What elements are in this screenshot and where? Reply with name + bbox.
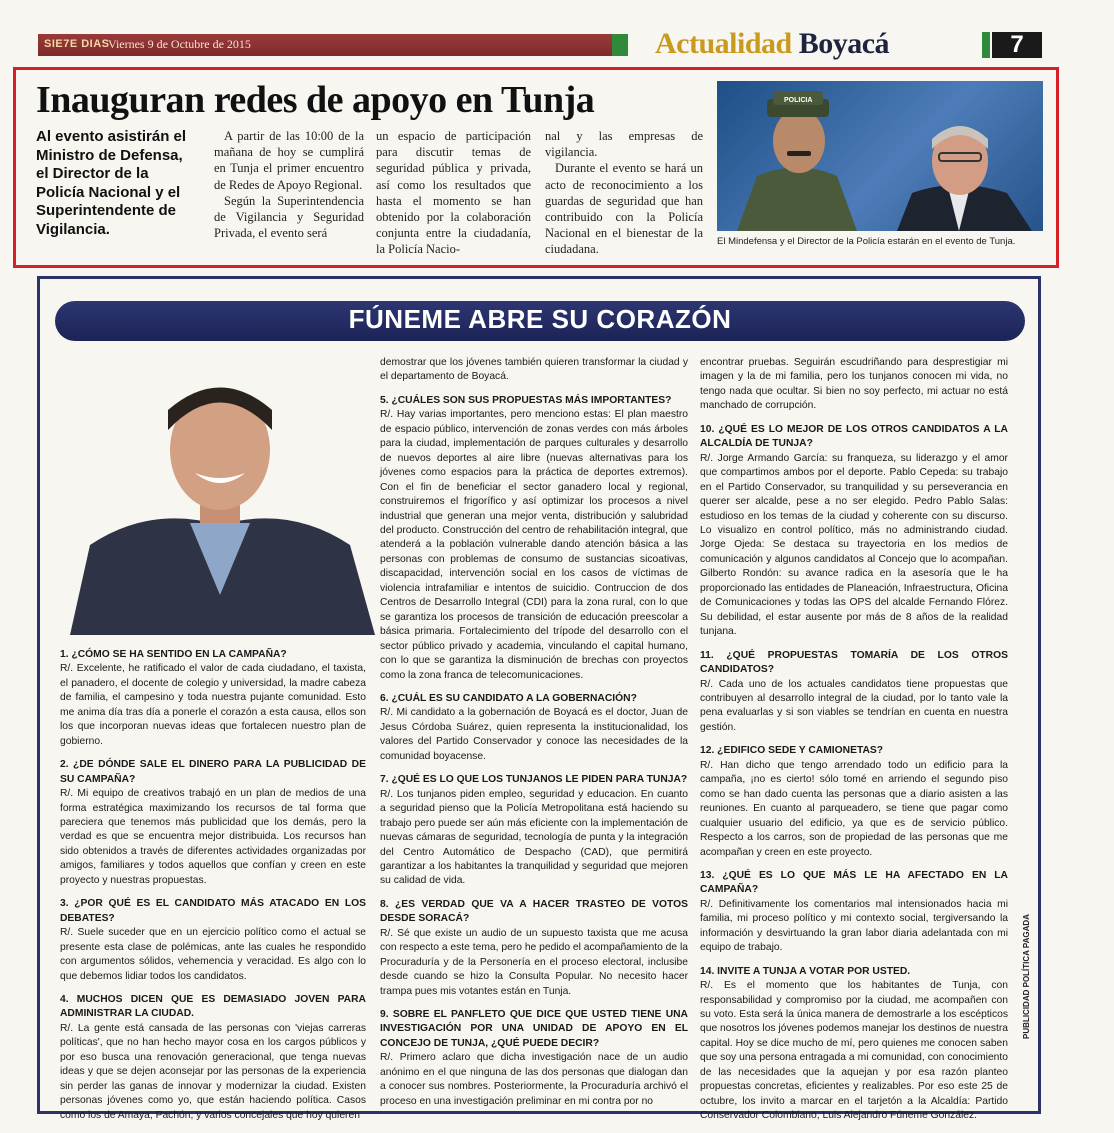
answer: R/. Es el momento que los habitantes de Tunja, con responsabilidad y compromiso por la ciudad, me acompañen con su voto. Esta será la única manera de demostrarle a los escépticos que nosotros los jóvenes podemos manejar los destinos de nuestra capital. Hoy se dice mucho de mí, pero quienes me conocen saben que soy una persona entragada a mi comunidad, con conocimiento de las necesidades que la aquejan y por esa razón planteo propuestas concretas, eficientes y realizables. Por eso este 25 de octubre, los invito a marcar en el tarjetón a la Alcaldía: Partido Conservador Colombiano, Luis Alejandro Fúneme González. [700,980,1008,1122]
question: 6. ¿CUÁL ES SU CANDIDATO A LA GOBERNACIÓN? [380,692,637,704]
question: 12. ¿EDIFICO SEDE Y CAMIONETAS? [700,745,884,757]
question: 8. ¿ES VERDAD QUE VA A HACER TRASTEO DE VOTOS DESDE SORACÁ? [380,898,688,925]
article-column-2 [376,128,531,258]
question: 13. ¿QUÉ ES LO QUE MÁS LE HA AFECTADO EN LA CAMPAÑA? [700,869,1008,896]
qa-column-2 [380,356,688,1109]
answer: R/. Mi candidato a la gobernación de Boyacá es el doctor, Juan de Jesus Córdoba Suárez, quien representa la institucionalidad, los valores del Partido Conservador y conoce las necesidades de la comunidad boyacense. [380,707,688,762]
section-title-part1: Actualidad [655,27,792,60]
answer: R/. Excelente, he ratificado el valor de cada ciudadano, el taxista, el panadero, el docente de colegio y universidad, la madre cabeza de familia, el campesino y toda nuestra pujante comunidad. Esto me anima día tras día a ponerle el corazón a esta causa, ellos son los que incorporan nuevas ideas que fortalecen nuestro plan de gobierno. [60,663,366,747]
answer: R/. Hay varias importantes, pero menciono estas: El plan maestro de espacio público, intervención de zonas verdes con más árboles para la ciudad, implementación de parques culturales y desarrollo de nuevos deportes al aire libre (nuevas alternativas para los jóvenes como espacios para la práctica de deportes extremos). Con el fin de beneficiar el sector ganadero local y regional, construiremos el frigorífico y así optimizar los procesos a nivel industrial que generan una mejor venta, distribución y salubridad del producto. Construcción del centro de rehabilitación integral, que atenderá a la población vulnerable dando atención básica a las personas con problemas de consumo de sustancias sicoativas, discapacidad, intervención social en los casos de víctimas de violencia intrafamiliar e intentos de suicidio. Contruccion de dos Centros de Desarrollo Integral (CDI) para la zona rural, con lo que se garantiza los procesos de transición de educación preescolar a básica primaria. Fortalecimiento del trípode del desarrollo con el sector público privado y academia, vinculando el capital humano, con lo que se garantiza la disminución de brechas con proyectos como la zona franca de telecomunicaciones. [380,409,688,681]
answer: encontrar pruebas. Seguirán escudriñando para desprestigiar mi imagen y la de mi familia, pero los tunjanos conocen mi vida, no tengo nada que ocultar. Si bien no soy perfecto, mi actuar no está manchado de corrupción. [700,357,1008,412]
paid-ad-text: PUBLICIDAD POLÍTICA PAGADA [1021,914,1031,1039]
officials-photo-illustration [717,81,1043,231]
section-title-part2: Boyacá [798,27,890,60]
question: 1. ¿CÓMO SE HA SENTIDO EN LA CAMPAÑA? [60,649,287,660]
cap-text: POLICIA [784,97,813,104]
article-paragraph: Según la Superintendencia de Vigilancia y Seguridad Privada, el evento será [214,193,364,241]
photo-caption: El Mindefensa y el Director de la Policía estarán en el evento de Tunja. [717,236,1016,247]
candidate-photo [60,355,380,635]
answer: R/. Jorge Armando García: su franqueza, su liderazgo y el amor que compartimos ambos por el deporte. Pablo Cepeda: su trabajo en el Partido Conservador, su tranquilidad y su perseverancia en querer ser alcalde, pese a no ser elegido. Pedro Pablo Salas: estudioso en los temas de la ciudad y coherente con su discurso. Lo visualizo en control político, más no administrando ciudad. Jorge Ojeda: Se destaca su trayectoria en los medios de comunicación y algunos candidatos al Concejo que lo acompañan. Gilberto Rondón: su avance radica en la asesoría que le ha proporcionado las entidades de Planeación, Infraestructura, Oficina de Comunicaciones y todas las OPS del alcalde Fernando Flórez. Su debilidad, el estar ausente por más de 8 años de la realidad tunjana. [700,452,1008,638]
section-title [655,27,889,61]
issue-date: Viernes 9 de Octubre de 2015 [108,37,251,51]
page-number-accent [982,32,990,58]
article-paragraph: nal y las empresas de vigilancia. [545,129,703,160]
article-photo [717,81,1043,231]
answer: R/. Han dicho que tengo arrendado todo un edificio para la campaña, ¡no es cierto! sólo tomé en arriendo el segundo piso como se han dado cuenta las personas que a diario asisten a las reuniones. En cuanto al parqueadero, se tiene que pagar como cualquier usuario del edificio, ya que es de servicio público. Respecto a los carros, son de propiedad de las personas que me acompañan y creen en este proyecto. [700,759,1008,858]
question: 10. ¿QUÉ ES LO MEJOR DE LOS OTROS CANDIDATOS A LA ALCALDÍA DE TUNJA? [700,423,1008,450]
question: 14. INVITE A TUNJA A VOTAR POR USTED. [700,965,911,977]
answer: R/. Definitivamente los comentarios mal intensionados hacia mi familia, mi proceso político y mi contexto social, tergiversando la información y desvirtuando la gran labor diaria adelantada con mi equipo de trabajo. [700,898,1008,954]
article-lead: Al evento asistirán el Ministro de Defensa, el Director de la Policía Nacional y el Superintendente de Vigilancia. [36,128,187,238]
candidate-portrait-illustration [60,355,380,635]
answer: R/. La gente está cansada de las personas con 'viejas carreras políticas', que no han hecho mayor cosa en los cargos públicos y por eso busca una renovación generacional, que tenga nuevas ideas y que se dejen aconsejar por las personas de la experiencia sin perder las ganas de innovar y modernizar la ciudad. Existen personas jóvenes como yo, que están haciendo política. Casos como los de Amaya, Pachón, y varios concejales que hoy quieren [60,1022,366,1121]
question: 3. ¿POR QUÉ ES EL CANDIDATO MÁS ATACADO EN LOS DEBATES? [60,898,366,924]
page-number: 7 [992,32,1042,58]
article-headline: Inauguran redes de apoyo en Tunja [36,79,595,121]
paid-political-ad-label [1022,910,1036,1050]
answer: R/. Sé que existe un audio de un supuesto taxista que me acusa con respecto a este tema, pero he pedido el acompañamiento de la Procuraduría y de la Personería en el proceso electoral, inclusibe desde cuando se hizo la Consulta Popular. No necesito hacer trampa pues mis votantes están en Tunja. [380,927,688,997]
qa-column-1 [60,648,366,1123]
ad-title: FÚNEME ABRE SU CORAZÓN [348,304,732,334]
question: 2. ¿DE DÓNDE SALE EL DINERO PARA LA PUBLICIDAD DE SU CAMPAÑA? [60,759,366,785]
answer: R/. Suele suceder que en un ejercicio político como el actual se presente esta clase de polémicas, ante las cuales he respondido con argumentos sólidos, vehemencia y veracidad. Es algo con lo que debemos lidiar todos los candidatos. [60,927,366,982]
answer: R/. Primero aclaro que dicha investigación nace de un audio anónimo en el que ninguna de las dos personas que dialogan dan a conocer sus nombres. Posteriormente, la Procuraduría archivó el proceso en una investigación preliminar en mi contra por no [380,1052,688,1107]
answer: demostrar que los jóvenes también quieren transformar la ciudad y el departamento de Boyacá. [380,357,688,383]
answer: R/. Mi equipo de creativos trabajó en un plan de medios de una forma estratégica maximizando los recursos de tal forma que pareciera que tenemos más publicidad que los demás, pero la verdad es que se encuentra mejor distribuida. Los recursos han sido obtenidos a través de diferentes actividades organizadas por amigos, familiares y todos aquellos que confían y creen en este proyecto y nuestras propuestas. [60,788,366,886]
answer: R/. Cada uno de los actuales candidatos tiene propuestas que contribuyen al desarrollo integral de la ciudad, por lo tanto vale la pena evaluarlas y si son viables se tendrían en cuenta en nuestra gestión. [700,678,1008,733]
question: 7. ¿QUÉ ES LO QUE LOS TUNJANOS LE PIDEN PARA TUNJA? [380,774,688,786]
article-paragraph: A partir de las 10:00 de la mañana de hoy se cumplirá en Tunja el primer encuentro de Redes de Apoyo Regional. [214,129,364,192]
article-column-3 [545,128,703,258]
newspaper-brand: SIE7E DIAS [44,38,110,50]
header-accent-bar [612,34,628,56]
question: 5. ¿CUÁLES SON SUS PROPUESTAS MÁS IMPORTANTES? [380,394,672,406]
answer: R/. Los tunjanos piden empleo, seguridad y educacion. En cuanto a seguridad pienso que la Policía Metropolitana está haciendo su trabajo pero puede ser aún más eficiente con la implementación de nuevas cámaras de seguridad, tecnología de punta y la integración del Centro Automático de Despacho (CAD), que permitirá garantizar a los habitantes la tranquilidad y seguridad que mejoren su calidad de vida. [380,788,688,887]
question: 9. SOBRE EL PANFLETO QUE DICE QUE USTED TIENE UNA INVESTIGACIÓN POR UNA UNIDAD DE APOYO EN EL CONCEJO DE TUNJA, ¿QUÉ PUEDE DECIR? [380,1009,688,1049]
article-paragraph: Durante el evento se hará un acto de reconocimiento a los guardas de seguridad que han contribuido con la Policía Nacional en el bienestar de la ciudadana. [545,161,703,257]
article-column-1 [214,128,364,241]
question: 11. ¿QUÉ PROPUESTAS TOMARÍA DE LOS OTROS CANDIDATOS? [700,649,1008,676]
question: 4. MUCHOS DICEN QUE ES DEMASIADO JOVEN PARA ADMINISTRAR LA CIUDAD. [60,993,366,1020]
qa-column-3 [700,356,1008,1124]
article-paragraph: un espacio de participación para discutir temas de seguridad pública y privada, así como los resultados que hasta el momento se han obtenido por la colaboración conjunta entre la ciudadanía, la Policía Nacio- [376,129,531,257]
